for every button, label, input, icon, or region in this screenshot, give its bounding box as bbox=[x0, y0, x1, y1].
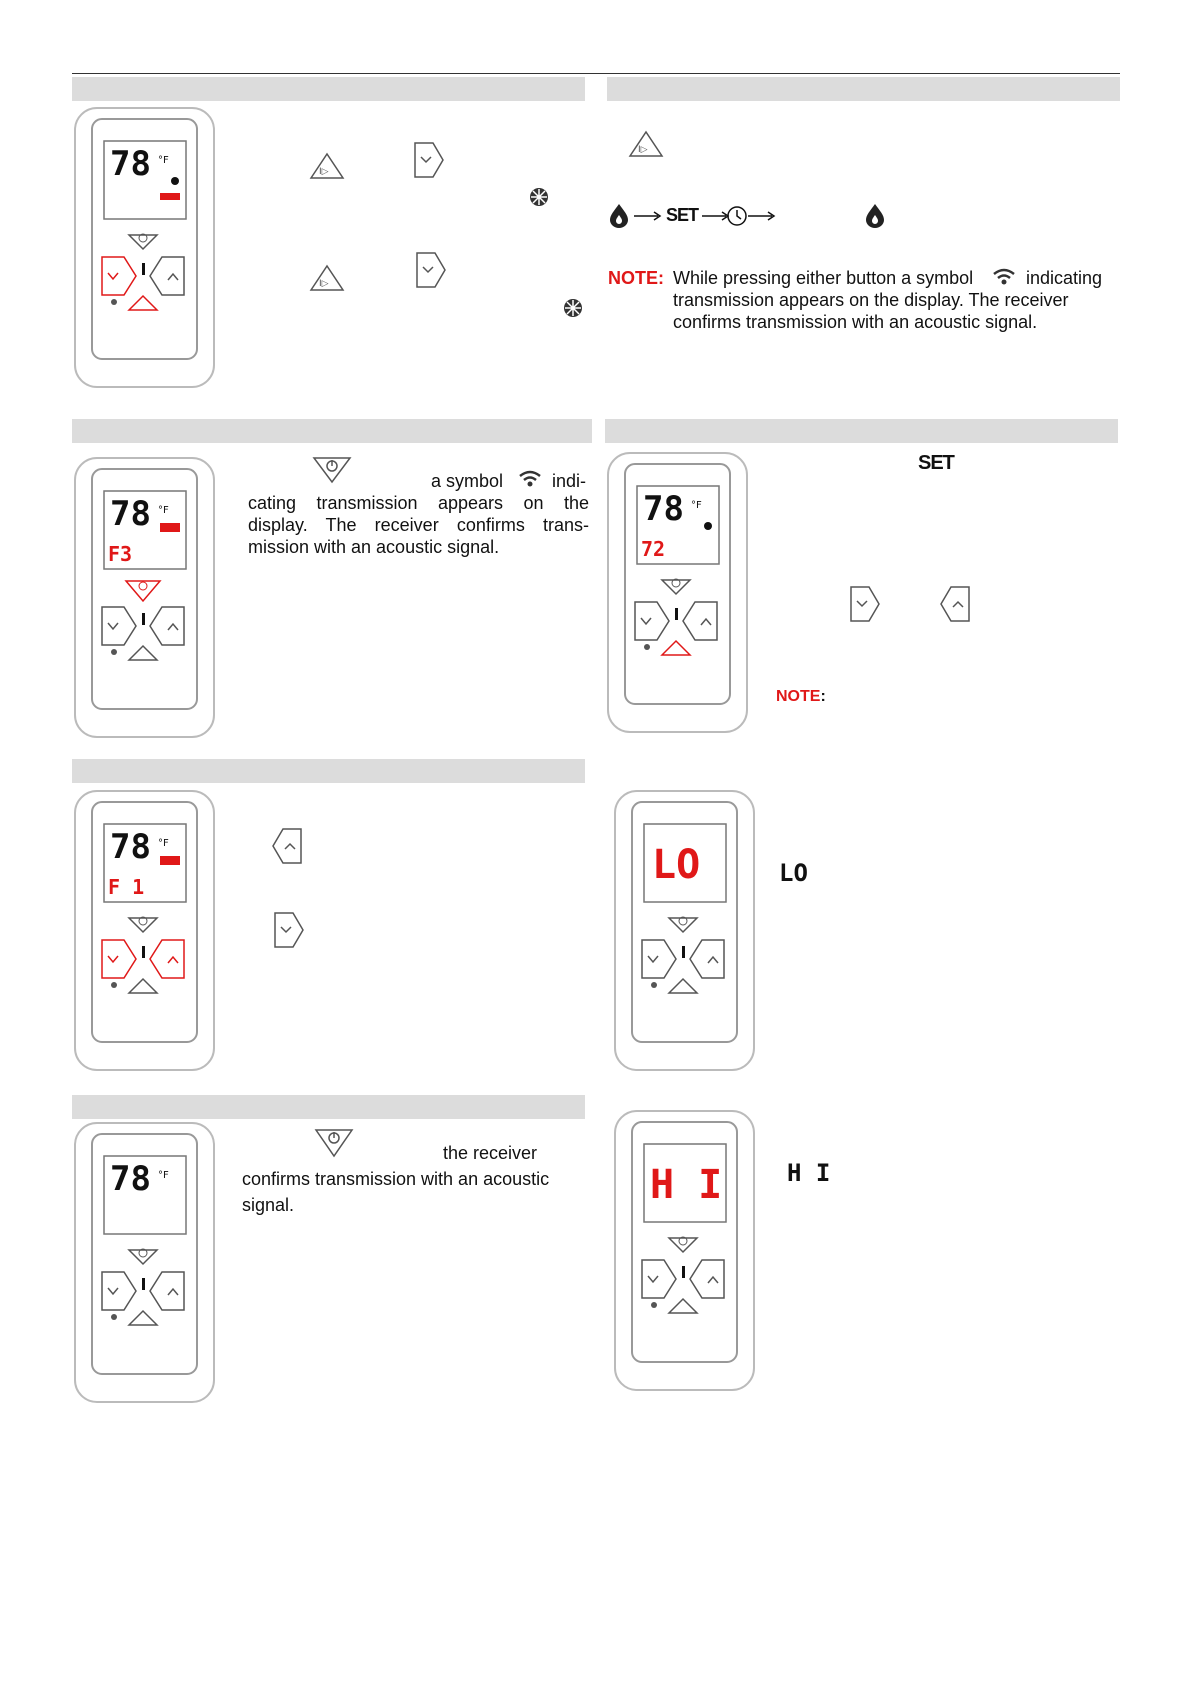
svg-text:F3: F3 bbox=[108, 542, 133, 566]
svg-text:I▷: I▷ bbox=[319, 167, 329, 177]
sec4-note-label: NOTE: bbox=[776, 688, 826, 705]
note-text-line3: confirms transmission with an acoustic signal. bbox=[673, 312, 1038, 332]
lcd-lo: LO bbox=[652, 842, 701, 888]
wifi-icon bbox=[992, 267, 1016, 287]
wifi-icon bbox=[518, 469, 542, 489]
remote-control-1 bbox=[72, 105, 217, 390]
down-button-icon bbox=[412, 140, 446, 180]
svg-text:78: 78 bbox=[110, 1159, 151, 1199]
svg-text:78: 78 bbox=[110, 494, 151, 534]
hi-code: H I bbox=[787, 1159, 831, 1187]
power-button-icon bbox=[314, 1127, 354, 1159]
mode-button-icon bbox=[308, 262, 346, 294]
sec7-text-line2: confirms transmission with an acoustic bbox=[242, 1169, 550, 1189]
snowflake-icon bbox=[528, 186, 550, 208]
set-button-label: SET bbox=[918, 452, 954, 474]
section-bar-2 bbox=[607, 77, 1120, 101]
lo-code: LO bbox=[779, 859, 808, 887]
svg-text:°F: °F bbox=[158, 838, 169, 849]
remote-control-6 bbox=[612, 788, 757, 1073]
sec3-text-a: a symbol bbox=[431, 471, 504, 491]
remote-control-3 bbox=[72, 455, 217, 740]
up-button-icon bbox=[270, 826, 304, 866]
svg-text:°F: °F bbox=[691, 500, 702, 511]
svg-text:72: 72 bbox=[641, 537, 666, 561]
section-bar-5 bbox=[72, 759, 585, 783]
note-text-line2: transmission appears on the display. The receiver bbox=[673, 290, 1069, 310]
power-button-icon bbox=[312, 455, 352, 485]
lcd-hi: H I bbox=[650, 1162, 723, 1208]
section-bar-4 bbox=[605, 419, 1118, 443]
svg-text:°F: °F bbox=[158, 505, 169, 516]
down-button-icon bbox=[272, 910, 306, 950]
section-bar-3 bbox=[72, 419, 592, 443]
down-button-icon bbox=[848, 584, 882, 624]
sec3-text-line3: display. The receiver confirms trans- bbox=[248, 515, 589, 535]
sec3-text-b: indi- bbox=[552, 471, 587, 491]
flame-icon bbox=[608, 202, 630, 228]
svg-text:78: 78 bbox=[110, 827, 151, 867]
section-bar-1 bbox=[72, 77, 585, 101]
remote-control-5 bbox=[72, 788, 217, 1073]
note-text-line1b: indicating bbox=[1026, 268, 1103, 288]
sequence-set-label: SET bbox=[666, 205, 699, 225]
down-button-icon bbox=[414, 250, 448, 290]
remote-control-7 bbox=[72, 1120, 217, 1405]
svg-text:°F: °F bbox=[158, 155, 169, 166]
lcd-temp: 78 bbox=[110, 144, 151, 184]
svg-text:78: 78 bbox=[643, 489, 684, 529]
remote-control-4 bbox=[605, 450, 750, 735]
note-label: NOTE: bbox=[608, 268, 664, 288]
sec3-text-line2: cating transmission appears on the bbox=[248, 493, 589, 513]
snowflake-icon bbox=[562, 297, 584, 319]
svg-text:F 1: F 1 bbox=[108, 875, 145, 899]
flame-icon bbox=[864, 202, 886, 228]
sec7-text-line3: signal. bbox=[242, 1195, 295, 1215]
sec7-text-a: the receiver bbox=[443, 1143, 538, 1163]
remote-control-8 bbox=[612, 1108, 757, 1393]
svg-text:°F: °F bbox=[158, 1170, 169, 1181]
arrow-right-icon bbox=[634, 211, 664, 221]
arrow-right-icon bbox=[748, 211, 778, 221]
sec3-text-line4: mission with an acoustic signal. bbox=[248, 537, 500, 557]
svg-text:I▷: I▷ bbox=[319, 279, 329, 289]
note-text-line1: While pressing either button a symbol bbox=[673, 268, 974, 288]
up-button-icon bbox=[938, 584, 972, 624]
svg-text:I▷: I▷ bbox=[638, 145, 648, 155]
mode-button-icon bbox=[308, 150, 346, 182]
section-bar-7 bbox=[72, 1095, 585, 1119]
timer-icon bbox=[726, 205, 748, 227]
header-rule bbox=[72, 73, 1120, 74]
mode-button-icon bbox=[627, 128, 665, 160]
